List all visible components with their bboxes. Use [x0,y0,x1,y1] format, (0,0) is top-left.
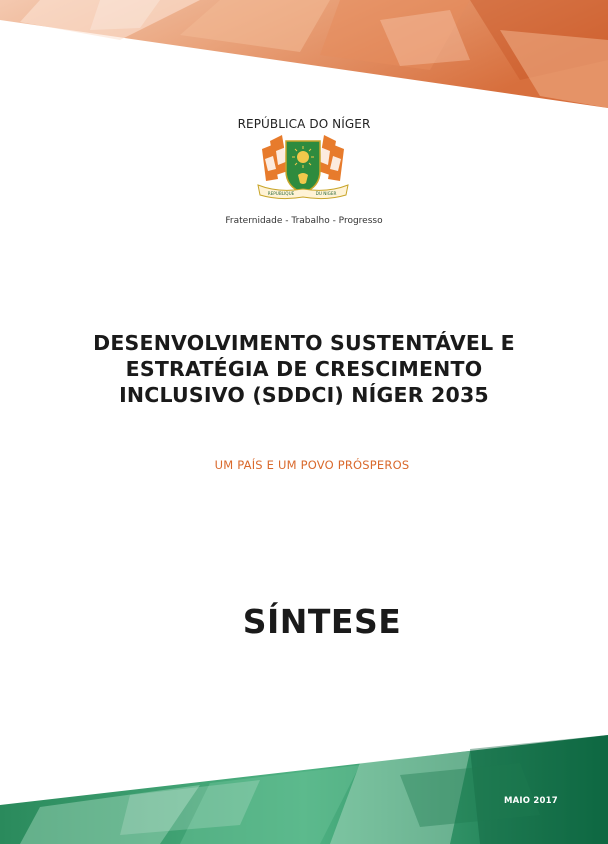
publication-date: MAIO 2017 [504,796,558,806]
document-subtitle: UM PAÍS E UM POVO PRÓSPEROS [214,458,410,472]
emblem-banner-left: REPUBLIQUE [267,191,295,196]
top-orange-banner [0,0,608,112]
emblem-banner-right: DU NIGER [315,191,337,196]
coat-of-arms-icon [248,131,358,201]
document-title [40,330,568,408]
title-line-2: ESTRATÉGIA DE CRESCIMENTO [125,357,483,381]
bottom-green-banner [0,735,608,844]
title-line-3: INCLUSIVO (SDDCI) NÍGER 2035 [119,383,489,407]
national-motto: Fraternidade - Trabalho - Progresso [225,216,383,226]
section-heading: SÍNTESE [242,602,402,641]
title-line-1: DESENVOLVIMENTO SUSTENTÁVEL E [93,331,515,355]
country-name: REPÚBLICA DO NÍGER [237,117,371,131]
